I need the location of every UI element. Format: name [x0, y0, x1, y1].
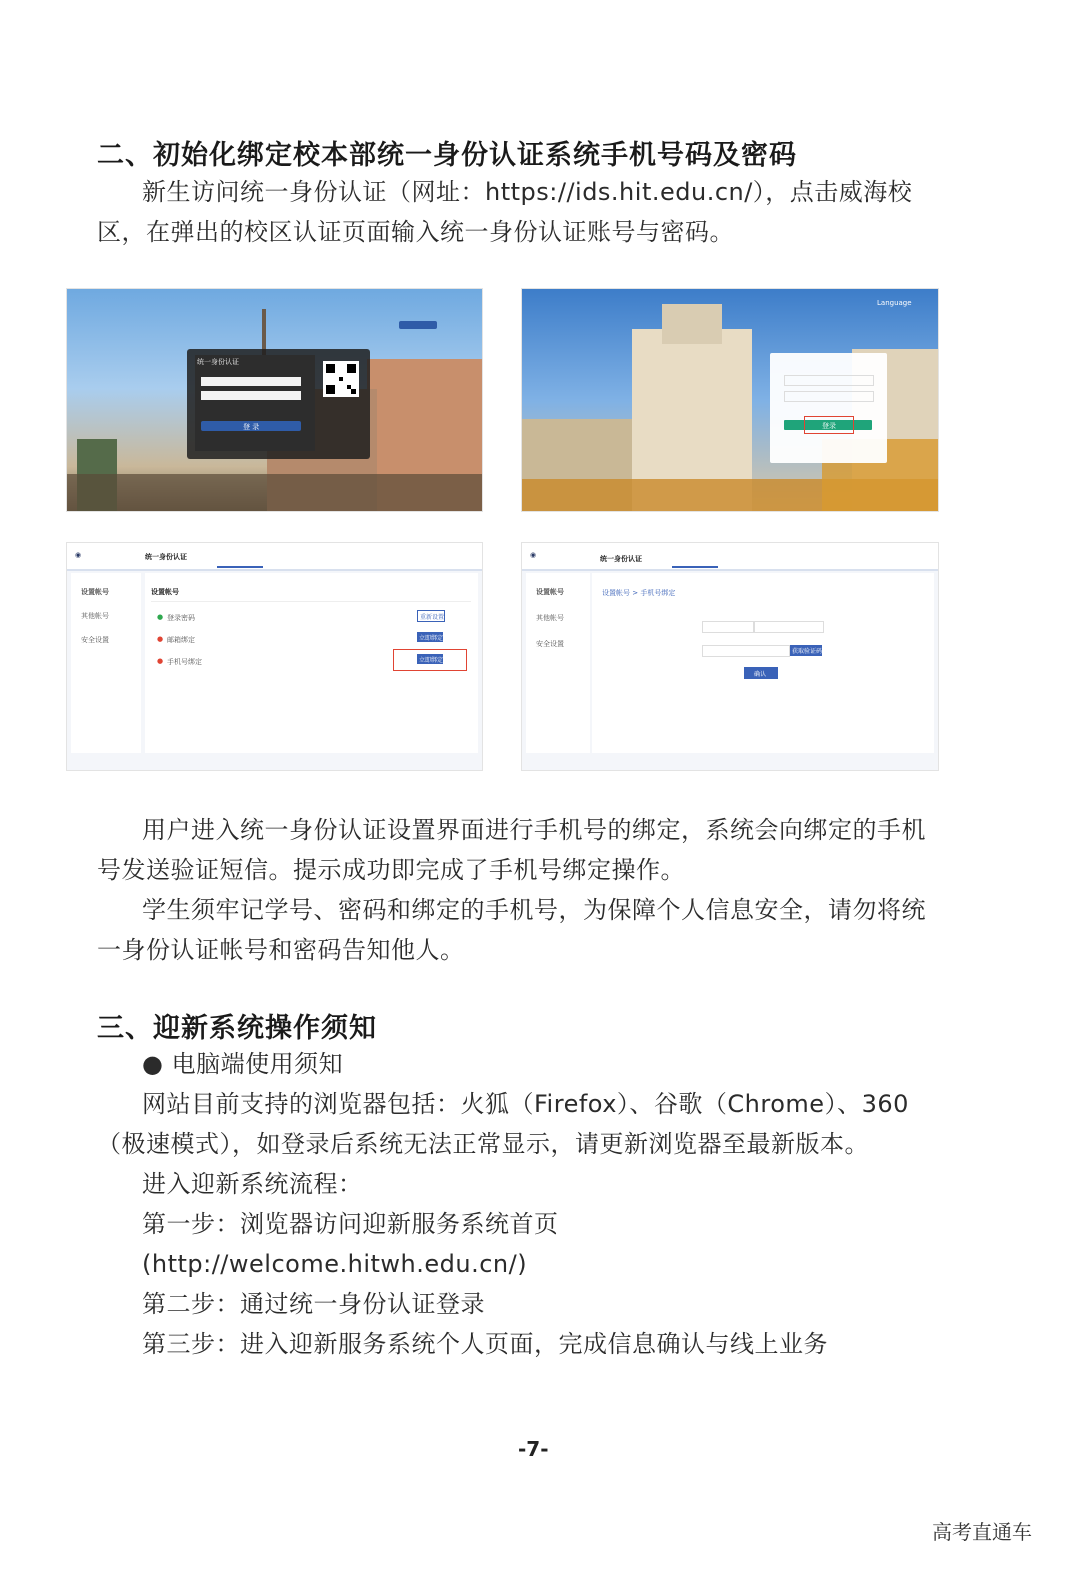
hit-logo: ◉: [75, 551, 82, 559]
section-2-body: [97, 810, 997, 970]
settings-panel: [145, 573, 478, 753]
step-1-url: (http://welcome.hitwh.edu.cn/): [142, 1250, 528, 1278]
browser-line-2: （极速模式），如登录后系统无法正常显示，请更新浏览器至最新版本。: [97, 1130, 869, 1158]
campus-toggle[interactable]: [399, 321, 437, 329]
highlight-box: [804, 416, 854, 434]
top-bar: [522, 543, 938, 571]
login-panel: [770, 353, 887, 463]
step-1: 第一步：浏览器访问迎新服务系统首页: [142, 1210, 559, 1238]
screenshot-login-weihai: [521, 288, 939, 512]
section-2-heading: 二、初始化绑定校本部统一身份认证系统手机号码及密码: [97, 140, 797, 171]
row-label-phone: 手机号绑定: [167, 658, 202, 666]
bullet-heading: ● 电脑端使用须知: [142, 1050, 344, 1078]
bind-email-button[interactable]: 立即绑定: [417, 632, 443, 642]
screenshot-login-main: [66, 288, 483, 512]
username-field[interactable]: [201, 377, 301, 386]
sidebar-item-other[interactable]: 其他帐号: [536, 614, 564, 622]
top-bar: [67, 543, 482, 571]
section-3-body: [97, 1044, 997, 1364]
process-title: 进入迎新系统流程：: [142, 1170, 363, 1198]
sidebar: [71, 573, 141, 753]
hit-logo: ◉: [530, 551, 537, 559]
app-title: 统一身份认证: [145, 553, 187, 561]
login-button[interactable]: 登 录: [201, 421, 301, 431]
status-warn-icon: ●: [157, 635, 164, 643]
section-2-intro: [97, 172, 997, 252]
para2-line-1: 用户进入统一身份认证设置界面进行手机号的绑定，系统会向绑定的手机: [142, 816, 926, 844]
sidebar-item-account[interactable]: 设置帐号: [536, 588, 564, 596]
para2-line-2: 号发送验证短信。提示成功即完成了手机号绑定操作。: [97, 856, 685, 884]
phone-input[interactable]: [754, 621, 824, 633]
app-title: 统一身份认证: [600, 555, 642, 563]
section-3-heading: 三、迎新系统操作须知: [97, 1013, 377, 1044]
screenshot-phone-binding: [521, 542, 939, 771]
password-field[interactable]: [784, 391, 874, 402]
submit-button[interactable]: 确认: [744, 667, 778, 679]
code-input[interactable]: [702, 645, 790, 657]
sidebar-item-security[interactable]: 安全设置: [536, 640, 564, 648]
reset-password-button[interactable]: 重新设置: [417, 610, 445, 622]
username-field[interactable]: [784, 375, 874, 386]
login-dialog: [187, 349, 370, 459]
sidebar-item-account[interactable]: 设置帐号: [81, 588, 109, 596]
login-button[interactable]: 登录: [784, 420, 872, 430]
status-ok-icon: ●: [157, 613, 164, 621]
screenshot-account-settings: [66, 542, 483, 771]
password-field[interactable]: [201, 391, 301, 400]
status-warn-icon-2: ●: [157, 657, 164, 665]
bind-phone-button[interactable]: 立即绑定: [417, 654, 443, 664]
country-code-select[interactable]: [702, 621, 754, 633]
intro-line-1: 新生访问统一身份认证（网址：https://ids.hit.edu.cn/），点击威海校: [142, 178, 913, 206]
sidebar: [526, 573, 590, 753]
language-label: Language: [877, 299, 912, 307]
browser-line-1: 网站目前支持的浏览器包括：火狐（Firefox）、谷歌（Chrome）、360: [142, 1090, 909, 1118]
para3-line-1: 学生须牢记学号、密码和绑定的手机号，为保障个人信息安全，请勿将统: [142, 896, 926, 924]
sidebar-item-security[interactable]: 安全设置: [81, 636, 109, 644]
highlight-box: [393, 649, 467, 671]
section-title: 设置帐号: [151, 588, 179, 596]
breadcrumb: 设置帐号 > 手机号绑定: [602, 589, 676, 597]
row-label-email: 邮箱绑定: [167, 636, 195, 644]
step-2: 第二步：通过统一身份认证登录: [142, 1290, 485, 1318]
step-3: 第三步：进入迎新服务系统个人页面，完成信息确认与线上业务: [142, 1330, 828, 1358]
watermark: 高考直通车: [932, 1520, 1032, 1544]
row-label-password: 登录密码: [167, 614, 195, 622]
login-tab[interactable]: 统一身份认证: [197, 358, 239, 366]
intro-line-2: 区，在弹出的校区认证页面输入统一身份认证账号与密码。: [97, 218, 734, 246]
qr-code-icon: [323, 361, 359, 397]
binding-panel: [592, 573, 934, 753]
sidebar-item-other[interactable]: 其他帐号: [81, 612, 109, 620]
page-number: -7-: [518, 1437, 549, 1461]
send-code-button[interactable]: 获取验证码: [790, 645, 822, 656]
para3-line-2: 一身份认证帐号和密码告知他人。: [97, 936, 465, 964]
